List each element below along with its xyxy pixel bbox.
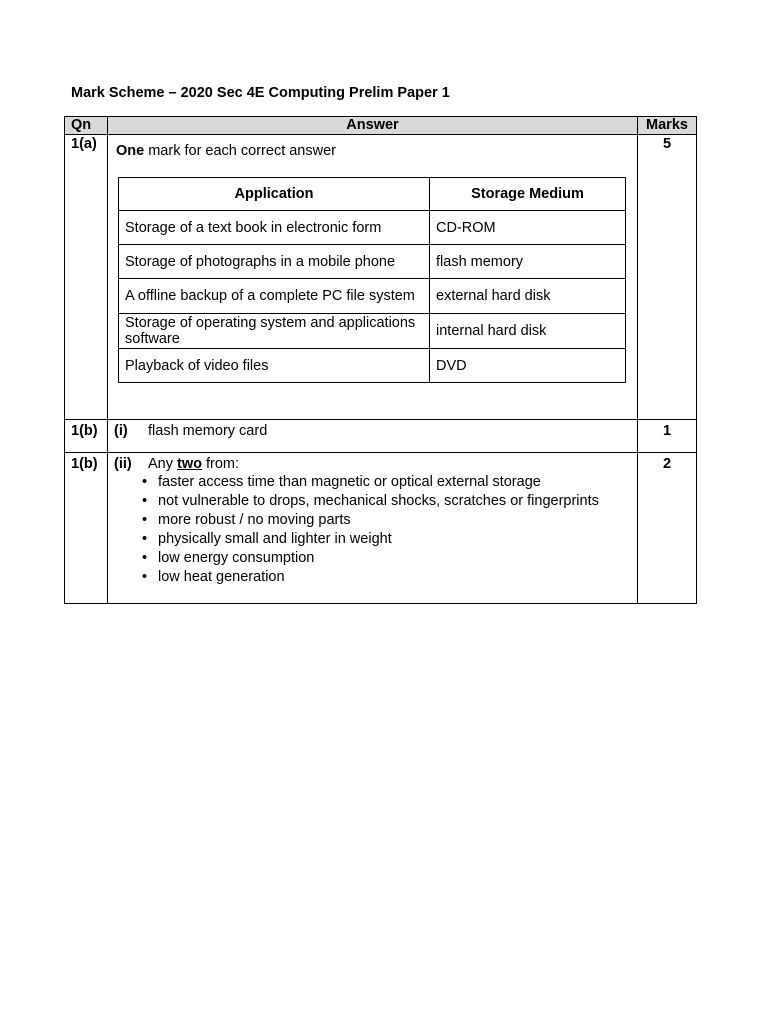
table-header-row xyxy=(65,117,697,135)
medium-cell: external hard disk xyxy=(430,279,626,314)
list-item: • low heat generation xyxy=(140,568,637,587)
qn-1b-i: 1(b) xyxy=(65,420,108,453)
table-row xyxy=(119,279,626,314)
list-item: • faster access time than magnetic or optical external storage xyxy=(140,473,637,492)
row-q1b-ii xyxy=(65,453,697,604)
application-cell: Storage of photographs in a mobile phone xyxy=(119,245,430,279)
answer-1b-i xyxy=(108,420,638,453)
marks-1b-ii: 2 xyxy=(638,453,697,604)
header-answer: Answer xyxy=(108,117,638,135)
table-row xyxy=(119,245,626,279)
application-cell: Playback of video files xyxy=(119,349,430,383)
sub-part-label: (i) xyxy=(114,423,128,439)
lead-text-post: from: xyxy=(201,456,240,472)
sub-part-label: (ii) xyxy=(114,456,132,472)
list-item: • physically small and lighter in weight xyxy=(140,530,637,549)
row-q1b-i xyxy=(65,420,697,453)
medium-cell: CD-ROM xyxy=(430,211,626,245)
table-row xyxy=(119,349,626,383)
page-title: Mark Scheme – 2020 Sec 4E Computing Prelim Paper 1 xyxy=(71,85,450,101)
medium-cell: internal hard disk xyxy=(430,314,626,349)
answer-text: flash memory card xyxy=(148,423,268,439)
medium-cell: DVD xyxy=(430,349,626,383)
medium-cell: flash memory xyxy=(430,245,626,279)
lead-text-pre: Any xyxy=(148,456,178,472)
instruction-text xyxy=(116,143,637,159)
mark-scheme-table xyxy=(64,116,697,604)
answer-lead xyxy=(108,455,637,473)
header-marks: Marks xyxy=(638,117,697,135)
marks-1b-i: 1 xyxy=(638,420,697,453)
table-row xyxy=(119,314,626,349)
row-q1a xyxy=(65,135,697,420)
table-row xyxy=(119,211,626,245)
lead-emphasis: two xyxy=(177,456,202,472)
qn-1a: 1(a) xyxy=(65,135,108,420)
header-application: Application xyxy=(119,178,430,211)
answer-points-list xyxy=(108,473,637,587)
application-cell: A offline backup of a complete PC file system xyxy=(119,279,430,314)
header-qn: Qn xyxy=(65,117,108,135)
instruction-rest: mark for each correct answer xyxy=(144,143,336,159)
inner-header-row xyxy=(119,178,626,211)
answer-1b-ii xyxy=(108,453,638,604)
answer-1a xyxy=(108,135,638,420)
list-item: • more robust / no moving parts xyxy=(140,511,637,530)
list-item: • not vulnerable to drops, mechanical shocks, scratches or fingerprints xyxy=(140,492,637,511)
storage-medium-table xyxy=(118,177,626,383)
marks-1a: 5 xyxy=(638,135,697,420)
header-storage-medium: Storage Medium xyxy=(430,178,626,211)
list-item: • low energy consumption xyxy=(140,549,637,568)
qn-1b-ii: 1(b) xyxy=(65,453,108,604)
application-cell: Storage of operating system and applications software xyxy=(119,314,430,349)
instruction-emphasis: One xyxy=(116,143,145,159)
application-cell: Storage of a text book in electronic form xyxy=(119,211,430,245)
